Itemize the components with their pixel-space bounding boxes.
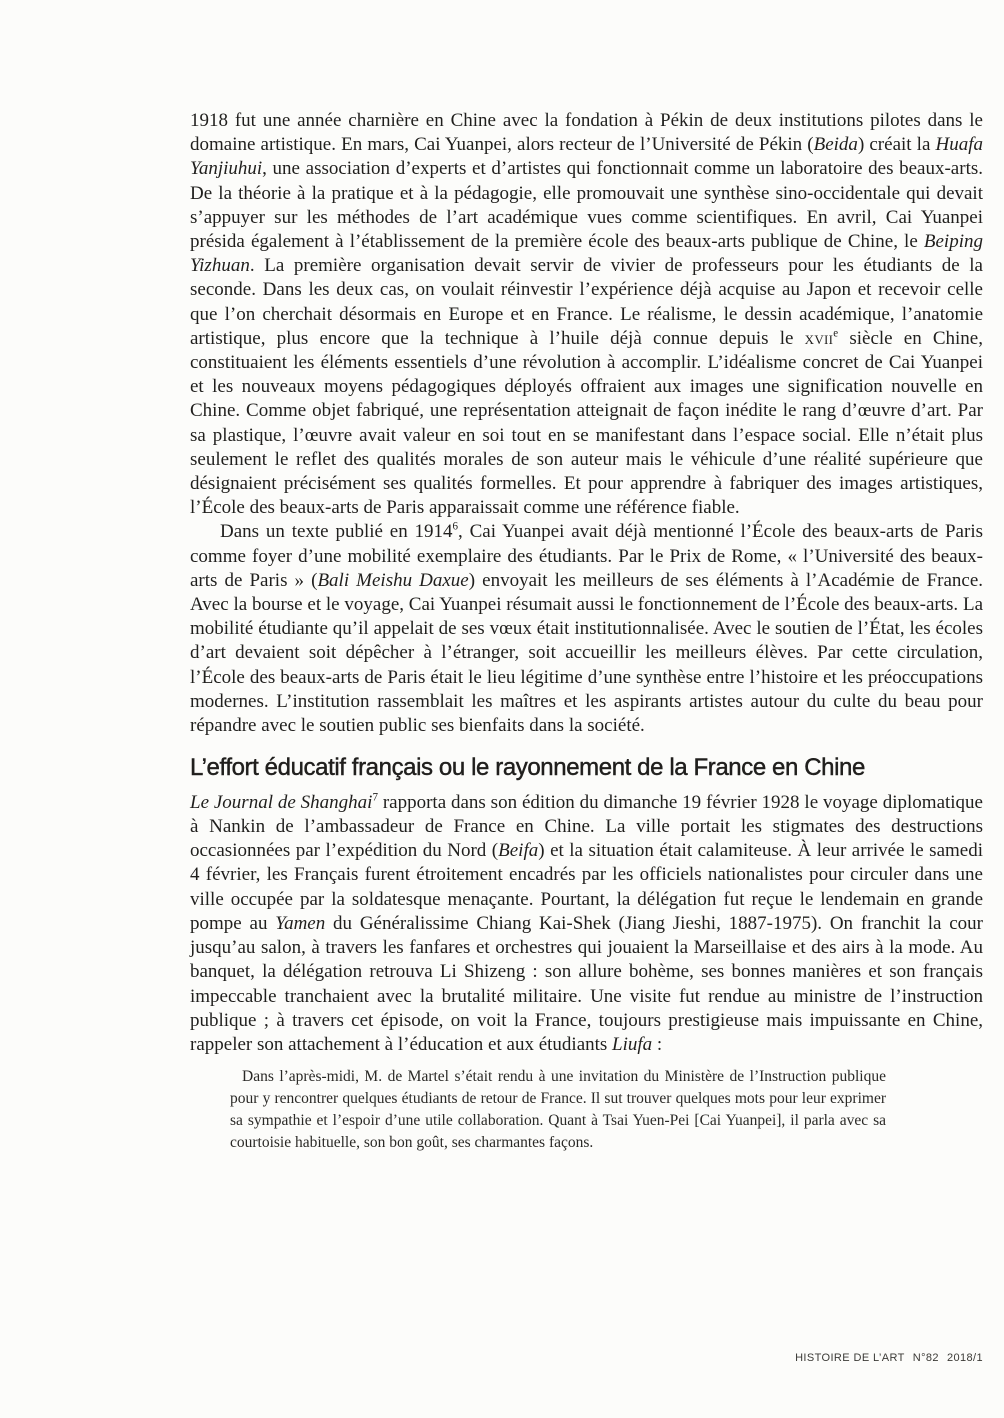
paragraph-text-1914: Dans un texte publié en 1914$^6$, Cai Yuanpei avait déjà mentionné l’École des beaux-arts de Paris comme foyer d’une mobilité exemplaire des étudiants. Par le Prix de Rome, « l’Université des beaux-arts de Paris » (Bali Meishu Daxue) envoyait les meilleurs de ses éléments à l’Académie de France. Avec la bourse et le voyage, Cai Yuanpei résumait aussi le fonctionnement de l’École des beaux-arts. La mobilité étudiante qu’il appelait de ses vœux était institutionnalisée. Avec le soutien de l’État, les écoles d’art devaient soit dépêcher à l’étranger, soit accueillir les meilleurs élèves. Par cette circulation, l’École des beaux-arts de Paris était le lieu légitime d’une synthèse entre l’histoire et les préoccupations modernes. L’institution rassemblait les maîtres et les aspirants artistes autour du culte du beau pour répandre avec le soutien public ses bienfaits dans la société. [190,521,984,737]
block-quote: Dans l’après-midi, M. de Martel s’était rendu à une invitation du Ministère de l’Instruction publique pour y rencontrer quelques étudiants de retour de France. Il sut trouver quelques mots pour leur exprimer sa sympathie et l’espoir d’une utile collaboration. Quant à Tsai Yuen-Pei [Cai Yuanpei], il parla avec sa courtoisie habituelle, son bon goût, ses charmantes façons. [230,1068,886,1152]
footer-issue-number: N°82 [912,1352,939,1364]
article-body [190,109,983,1154]
paragraph-intro-1918: 1918 fut une année charnière en Chine avec la fondation à Pékin de deux institutions pilotes dans le domaine artistique. En mars, Cai Yuanpei, alors recteur de l’Université de Pékin (Beida) créait la Huafa Yanjiuhui, une association d’experts et d’artistes qui fonctionnait comme un laboratoire des beaux-arts. De la théorie à la pratique et à la pédagogie, elle promouvait une synthèse sino-occidentale qui devait s’appuyer sur les méthodes de l’art académique vues comme scientifiques. En avril, Cai Yuanpei présida également à l’établissement de la première école des beaux-arts publique de Chine, le Beiping Yizhuan. La première organisation devait servir de vivier de professeurs pour les étudiants de la seconde. Dans les deux cas, on voulait réinvestir l’expérience déjà acquise au Japon et recevoir celle que l’on cherchait désormais en Europe et en France. Le réalisme, le dessin académique, l’anatomie artistique, plus encore que la technique à l’huile déjà connue depuis le xvii$^e$ siècle en Chine, constituaient les éléments essentiels d’une révolution à accomplir. L’idéalisme concret de Cai Yuanpei et les nouveaux moyens pédagogiques déployés offraient aux images une signification nouvelle en Chine. Comme objet fabriqué, une représentation atteignait de façon inédite le rang d’œuvre d’art. Par sa plastique, l’œuvre avait valeur en soi tout en se manifestant dans l’espace social. Elle n’était plus seulement le reflet des qualités morales de son auteur mais le véhicule d’une réalité supérieure que désignaient précisément ses qualités formelles. Et pour apprendre à fabriquer des images artistiques, l’École des beaux-arts de Paris apparaissait comme une référence fiable. [190,110,983,519]
footer-year: 2018/1 [946,1352,983,1364]
paragraph-journal-shanghai: Le Journal de Shanghai$^7$ rapporta dans son édition du dimanche 19 février 1928 le voyage diplomatique à Nankin de l’ambassadeur de France en Chine. La ville portait les stigmates des destructions occasionnées par l’expédition du Nord (Beifa) et la situation était calamiteuse. À leur arrivée le samedi 4 février, les Français furent étroitement encadrés par les officiels nationalistes pour circuler dans une ville occupée par la soldatesque menaçante. Pourtant, la délégation fut reçue le lendemain en grande pompe au Yamen du Généralissime Chiang Kai-Shek (Jiang Jieshi, 1887-1975). On franchit la cour jusqu’au salon, à travers les fanfares et orchestres qui jouaient la Marseillaise et des airs à la mode. Au banquet, la délégation retrouva Li Shizeng : son allure bohème, ses bonnes manières et son français impeccable tranchaient avec la brutalité militaire. Une visite fut rendue au ministre de l’instruction publique ; à travers cet épisode, on voit la France, toujours prestigieuse mais impuissante en Chine, rappeler son attachement à l’éducation et aux étudiants Liufa : [190,791,983,1055]
section-heading: L’effort éducatif français ou le rayonnement de la France en Chine [190,754,865,782]
footer-journal-title: HISTOIRE DE L’ART [795,1352,905,1364]
page-footer [795,1352,983,1364]
